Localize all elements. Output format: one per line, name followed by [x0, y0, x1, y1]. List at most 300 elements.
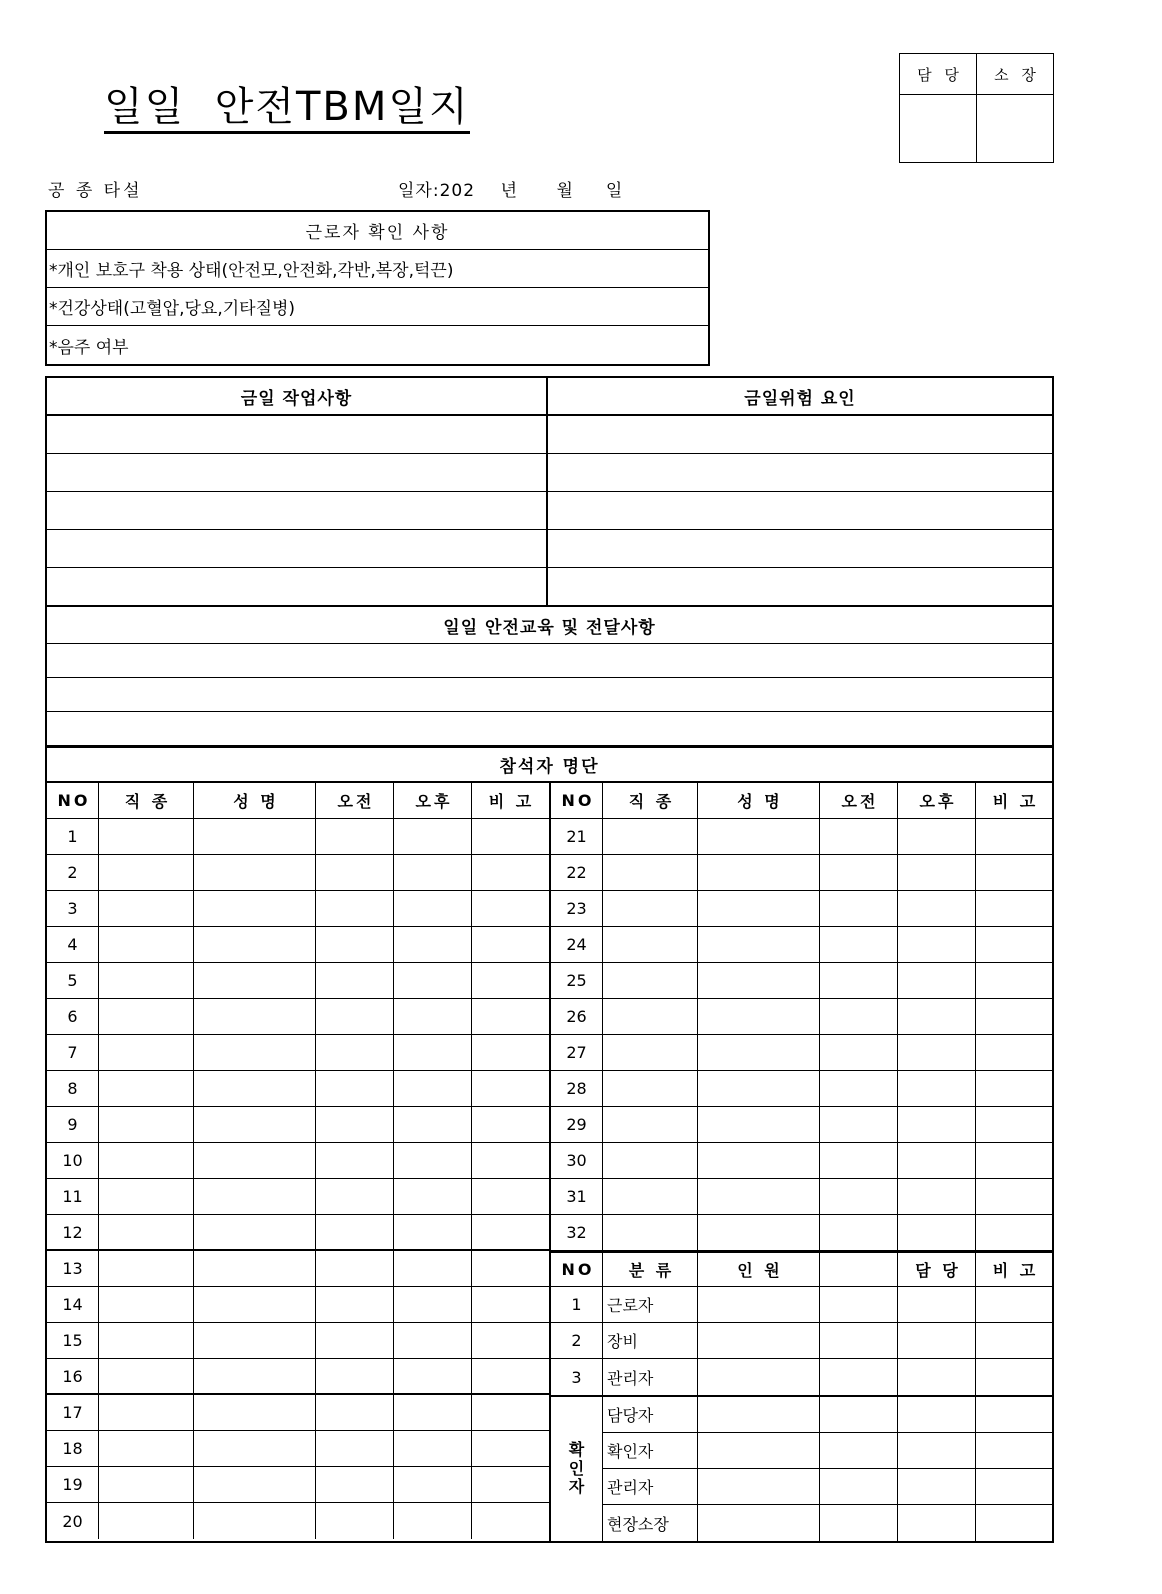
confirm-signature[interactable]	[698, 1469, 820, 1504]
attendee-name[interactable]	[194, 1107, 316, 1142]
attendee-name[interactable]	[194, 1323, 316, 1358]
attendee-remark[interactable]	[976, 1215, 1052, 1250]
attendee-grid	[47, 783, 1052, 1541]
attendee-row	[47, 1431, 549, 1467]
attendee-no: 13	[47, 1251, 99, 1286]
attendee-am[interactable]	[316, 927, 394, 962]
attendee-remark[interactable]	[472, 1359, 548, 1393]
attendee-row	[47, 1503, 549, 1539]
attendee-am[interactable]	[820, 1179, 898, 1214]
attendee-job[interactable]	[603, 927, 698, 962]
attendee-name[interactable]	[698, 891, 820, 926]
summary-col-header-blank	[820, 1253, 898, 1286]
attendee-pm[interactable]	[394, 1179, 472, 1214]
attendee-left-header-row	[47, 783, 549, 819]
summary-col-header-remark: 비 고	[992, 1261, 1039, 1280]
attendee-job[interactable]	[99, 819, 194, 854]
attendee-name[interactable]	[194, 1035, 316, 1070]
attendee-pm[interactable]	[898, 1035, 976, 1070]
approval-stamp-box	[899, 53, 1054, 163]
hazard-today-cell[interactable]	[548, 492, 1052, 529]
confirm-role: 담당자	[603, 1397, 698, 1432]
attendee-am[interactable]	[820, 1107, 898, 1142]
attendee-name[interactable]	[194, 819, 316, 854]
worker-check-item-ppe: *개인 보호구 착용 상태(안전모,안전화,각반,복장,턱끈)	[47, 250, 708, 288]
confirm-incharge[interactable]	[898, 1397, 976, 1432]
attendee-no: 19	[47, 1467, 99, 1502]
attendee-no: 5	[47, 963, 99, 998]
attendee-remark[interactable]	[472, 1251, 548, 1286]
work-hazard-header-row	[47, 378, 1052, 416]
attendee-job[interactable]	[99, 1323, 194, 1358]
attendee-name[interactable]	[194, 1215, 316, 1249]
attendee-remark[interactable]	[976, 1071, 1052, 1106]
attendee-remark[interactable]	[472, 1143, 548, 1178]
confirm-blank[interactable]	[820, 1505, 898, 1541]
confirm-role: 관리자	[603, 1469, 698, 1504]
work-today-cell[interactable]	[47, 416, 548, 453]
attendee-job[interactable]	[99, 1395, 194, 1430]
attendee-remark[interactable]	[472, 1467, 548, 1502]
col-header-am: 오전	[316, 783, 394, 818]
work-type-label: 공 종 타설	[48, 181, 143, 201]
attendee-remark[interactable]	[976, 891, 1052, 926]
attendee-row	[551, 1035, 1052, 1071]
attendee-job[interactable]	[99, 1035, 194, 1070]
attendee-row	[551, 855, 1052, 891]
attendee-remark[interactable]	[976, 855, 1052, 890]
attendee-name[interactable]	[698, 1107, 820, 1142]
date-label: 일자:202 년 월 일	[398, 181, 624, 201]
attendee-am[interactable]	[820, 927, 898, 962]
attendee-pm[interactable]	[898, 1143, 976, 1178]
attendee-remark[interactable]	[976, 963, 1052, 998]
worker-check-item-alcohol: *음주 여부	[49, 337, 129, 358]
attendee-pm[interactable]	[394, 1107, 472, 1142]
work-today-cell[interactable]	[47, 492, 548, 529]
attendee-pm[interactable]	[394, 1467, 472, 1502]
attendee-remark[interactable]	[472, 891, 548, 926]
hazard-today-cell[interactable]	[548, 454, 1052, 491]
summary-count[interactable]	[698, 1287, 820, 1322]
summary-incharge[interactable]	[898, 1323, 976, 1358]
attendee-job[interactable]	[603, 1215, 698, 1250]
attendee-name[interactable]	[698, 1179, 820, 1214]
attendee-name[interactable]	[698, 999, 820, 1034]
summary-blank[interactable]	[820, 1287, 898, 1322]
education-row[interactable]	[47, 678, 1052, 712]
col-header-remark: 비 고	[992, 792, 1039, 811]
attendee-row	[551, 1107, 1052, 1143]
attendee-pm[interactable]	[898, 927, 976, 962]
attendee-am[interactable]	[316, 1323, 394, 1358]
attendee-name[interactable]	[698, 1071, 820, 1106]
attendee-job[interactable]	[99, 1215, 194, 1249]
work-hazard-row	[47, 454, 1052, 492]
attendee-name[interactable]	[194, 1503, 316, 1539]
summary-category: 근로자	[603, 1287, 698, 1322]
confirm-incharge[interactable]	[898, 1469, 976, 1504]
attendee-no: 1	[47, 819, 99, 854]
attendee-remark[interactable]	[472, 1287, 548, 1322]
work-hazard-row	[47, 530, 1052, 568]
attendee-pm[interactable]	[394, 1431, 472, 1466]
attendee-no: 17	[47, 1395, 99, 1430]
attendee-pm[interactable]	[394, 819, 472, 854]
attendee-row	[47, 855, 549, 891]
attendee-pm[interactable]	[394, 1503, 472, 1539]
attendee-no: 18	[47, 1431, 99, 1466]
col-header-pm: 오후	[898, 783, 976, 818]
confirm-blank[interactable]	[820, 1397, 898, 1432]
attendee-remark[interactable]	[472, 1071, 548, 1106]
attendee-job[interactable]	[99, 1431, 194, 1466]
confirm-blank[interactable]	[820, 1433, 898, 1468]
attendee-pm[interactable]	[898, 1071, 976, 1106]
attendee-job[interactable]	[603, 855, 698, 890]
attendee-remark[interactable]	[472, 819, 548, 854]
attendee-no: 2	[47, 855, 99, 890]
attendee-remark[interactable]	[976, 999, 1052, 1034]
confirm-remark[interactable]	[976, 1505, 1052, 1541]
attendee-job[interactable]	[99, 1251, 194, 1286]
attendee-am[interactable]	[316, 1287, 394, 1322]
attendee-am[interactable]	[820, 855, 898, 890]
attendee-name[interactable]	[698, 963, 820, 998]
attendee-row	[47, 1467, 549, 1503]
attendee-pm[interactable]	[898, 1107, 976, 1142]
attendee-pm[interactable]	[898, 819, 976, 854]
attendee-job[interactable]	[99, 1467, 194, 1502]
attendee-pm[interactable]	[394, 1359, 472, 1393]
work-hazard-row	[47, 492, 1052, 530]
attendee-am[interactable]	[316, 1143, 394, 1178]
attendee-name[interactable]	[194, 1071, 316, 1106]
work-today-header: 금일 작업사항	[47, 378, 548, 414]
attendee-am[interactable]	[820, 819, 898, 854]
attendee-remark[interactable]	[472, 855, 548, 890]
attendee-name[interactable]	[194, 1431, 316, 1466]
attendee-name[interactable]	[194, 999, 316, 1034]
attendee-remark[interactable]	[976, 1107, 1052, 1142]
attendee-name[interactable]	[698, 855, 820, 890]
attendee-pm[interactable]	[898, 999, 976, 1034]
page-title: 일일 안전TBM일지	[104, 86, 470, 134]
attendee-job[interactable]	[603, 1035, 698, 1070]
attendee-no: 8	[47, 1071, 99, 1106]
attendee-name[interactable]	[698, 1143, 820, 1178]
attendee-name[interactable]	[698, 1035, 820, 1070]
attendee-remark[interactable]	[976, 927, 1052, 962]
attendee-remark[interactable]	[472, 1107, 548, 1142]
attendee-no: 27	[551, 1035, 603, 1070]
attendee-pm[interactable]	[394, 963, 472, 998]
attendee-job[interactable]	[99, 999, 194, 1034]
attendee-row	[551, 891, 1052, 927]
attendee-pm[interactable]	[394, 855, 472, 890]
summary-remark[interactable]	[976, 1287, 1052, 1322]
hazard-today-cell[interactable]	[548, 416, 1052, 453]
attendee-name[interactable]	[194, 1287, 316, 1322]
confirm-block	[551, 1395, 1052, 1541]
attendee-am[interactable]	[316, 1431, 394, 1466]
summary-blank[interactable]	[820, 1323, 898, 1358]
attendee-pm[interactable]	[394, 1071, 472, 1106]
attendee-job[interactable]	[603, 1179, 698, 1214]
attendee-job[interactable]	[99, 1179, 194, 1214]
attendee-remark[interactable]	[472, 927, 548, 962]
attendee-job[interactable]	[99, 1143, 194, 1178]
attendee-row	[47, 1395, 549, 1431]
attendee-remark[interactable]	[472, 1503, 548, 1539]
attendee-row	[47, 999, 549, 1035]
attendee-row	[47, 1143, 549, 1179]
attendee-no: 12	[47, 1215, 99, 1249]
attendee-remark[interactable]	[472, 1431, 548, 1466]
hazard-today-header: 금일위험 요인	[744, 388, 856, 409]
confirm-row	[603, 1469, 1052, 1505]
attendee-job[interactable]	[603, 1107, 698, 1142]
attendee-pm[interactable]	[898, 1179, 976, 1214]
attendee-remark[interactable]	[472, 1179, 548, 1214]
attendee-job[interactable]	[99, 927, 194, 962]
attendee-pm[interactable]	[394, 1035, 472, 1070]
attendee-am[interactable]	[316, 1503, 394, 1539]
attendee-job[interactable]	[603, 999, 698, 1034]
attendee-no: 11	[47, 1179, 99, 1214]
attendee-name[interactable]	[194, 1467, 316, 1502]
attendee-remark[interactable]	[472, 999, 548, 1034]
summary-row	[551, 1287, 1052, 1323]
attendee-am[interactable]	[316, 1395, 394, 1430]
approval-signature-site-manager[interactable]	[977, 95, 1053, 162]
summary-incharge[interactable]	[898, 1287, 976, 1322]
attendee-pm[interactable]	[394, 999, 472, 1034]
work-hazard-row	[47, 416, 1052, 454]
attendee-pm[interactable]	[394, 1323, 472, 1358]
col-header-job: 직 종	[99, 783, 194, 818]
attendee-row	[47, 1323, 549, 1359]
main-form-table	[45, 376, 1054, 1543]
attendee-name[interactable]	[194, 1395, 316, 1430]
attendee-job[interactable]	[99, 1071, 194, 1106]
col-header-no: NO	[47, 783, 99, 818]
education-row[interactable]	[47, 712, 1052, 746]
attendee-remark[interactable]	[472, 1035, 548, 1070]
attendee-am[interactable]	[316, 819, 394, 854]
summary-incharge[interactable]	[898, 1359, 976, 1395]
confirm-remark[interactable]	[976, 1469, 1052, 1504]
summary-no: 3	[551, 1359, 603, 1395]
summary-category: 장비	[603, 1323, 698, 1358]
attendee-pm[interactable]	[394, 1251, 472, 1286]
attendee-name[interactable]	[194, 855, 316, 890]
col-header-name: 성 명	[194, 783, 316, 818]
summary-count[interactable]	[698, 1323, 820, 1358]
attendee-no: 31	[551, 1179, 603, 1214]
attendee-am[interactable]	[316, 1215, 394, 1249]
hazard-today-cell[interactable]	[548, 530, 1052, 567]
attendee-pm[interactable]	[898, 891, 976, 926]
attendee-name[interactable]	[698, 1215, 820, 1250]
attendee-name[interactable]	[194, 891, 316, 926]
attendee-name[interactable]	[194, 1359, 316, 1393]
attendee-job[interactable]	[99, 1107, 194, 1142]
attendee-pm[interactable]	[898, 963, 976, 998]
approval-signature-in-charge[interactable]	[900, 95, 977, 162]
summary-col-header-category: 분 류	[603, 1253, 698, 1286]
work-today-cell[interactable]	[47, 568, 548, 605]
summary-no: 2	[551, 1323, 603, 1358]
attendee-am[interactable]	[316, 999, 394, 1034]
confirm-signature[interactable]	[698, 1397, 820, 1432]
attendee-pm[interactable]	[898, 855, 976, 890]
col-header-job: 직 종	[603, 783, 698, 818]
attendee-job[interactable]	[99, 1503, 194, 1539]
confirm-label-char: 확	[568, 1440, 585, 1460]
attendee-am[interactable]	[316, 963, 394, 998]
attendee-row	[47, 1215, 549, 1251]
summary-remark[interactable]	[976, 1359, 1052, 1395]
col-header-no: NO	[551, 783, 603, 818]
attendee-am[interactable]	[820, 999, 898, 1034]
confirm-rows	[603, 1397, 1052, 1541]
work-today-cell[interactable]	[47, 454, 548, 491]
confirm-signature[interactable]	[698, 1433, 820, 1468]
work-today-cell[interactable]	[47, 530, 548, 567]
education-row[interactable]	[47, 644, 1052, 678]
attendee-row	[551, 819, 1052, 855]
attendee-am[interactable]	[316, 855, 394, 890]
attendee-pm[interactable]	[394, 927, 472, 962]
confirm-incharge[interactable]	[898, 1433, 976, 1468]
attendee-no: 15	[47, 1323, 99, 1358]
attendee-no: 10	[47, 1143, 99, 1178]
col-header-am: 오전	[820, 783, 898, 818]
attendee-row	[47, 1035, 549, 1071]
approval-header-site-manager: 소 장	[994, 65, 1040, 84]
col-header-pm: 오후	[394, 783, 472, 818]
confirm-vertical-label	[551, 1397, 603, 1541]
attendee-pm[interactable]	[394, 1287, 472, 1322]
attendee-remark[interactable]	[976, 1035, 1052, 1070]
summary-remark[interactable]	[976, 1323, 1052, 1358]
attendee-job[interactable]	[603, 819, 698, 854]
attendee-job[interactable]	[603, 1071, 698, 1106]
attendee-am[interactable]	[316, 1035, 394, 1070]
attendee-remark[interactable]	[472, 963, 548, 998]
attendee-remark[interactable]	[472, 1215, 548, 1249]
summary-row	[551, 1359, 1052, 1395]
attendee-no: 21	[551, 819, 603, 854]
attendee-list-header: 참석자 명단	[47, 746, 1052, 783]
attendee-am[interactable]	[820, 963, 898, 998]
attendee-no: 29	[551, 1107, 603, 1142]
attendee-row	[47, 891, 549, 927]
attendee-no: 7	[47, 1035, 99, 1070]
confirm-remark[interactable]	[976, 1433, 1052, 1468]
confirm-row	[603, 1505, 1052, 1541]
attendee-am[interactable]	[316, 1251, 394, 1286]
approval-header-row	[900, 54, 1053, 95]
attendee-remark[interactable]	[472, 1323, 548, 1358]
attendee-name[interactable]	[194, 1251, 316, 1286]
confirm-row	[603, 1433, 1052, 1469]
attendee-row	[47, 1179, 549, 1215]
attendee-row	[47, 1071, 549, 1107]
attendee-pm[interactable]	[898, 1215, 976, 1250]
confirm-incharge[interactable]	[898, 1505, 976, 1541]
attendee-name[interactable]	[698, 819, 820, 854]
attendee-row	[551, 927, 1052, 963]
attendee-row	[47, 1359, 549, 1395]
attendee-name[interactable]	[194, 963, 316, 998]
attendee-am[interactable]	[316, 891, 394, 926]
attendee-pm[interactable]	[394, 1395, 472, 1430]
confirm-role: 현장소장	[603, 1505, 698, 1541]
attendee-job[interactable]	[99, 891, 194, 926]
attendee-job[interactable]	[603, 891, 698, 926]
attendee-am[interactable]	[316, 1359, 394, 1393]
confirm-remark[interactable]	[976, 1397, 1052, 1432]
attendee-remark[interactable]	[976, 1143, 1052, 1178]
summary-col-header-incharge: 담 당	[898, 1253, 976, 1286]
meta-line	[48, 176, 708, 202]
col-header-name: 성 명	[698, 783, 820, 818]
attendee-pm[interactable]	[394, 891, 472, 926]
attendee-am[interactable]	[820, 891, 898, 926]
attendee-no: 16	[47, 1359, 99, 1393]
confirm-signature[interactable]	[698, 1505, 820, 1541]
summary-col-header-count: 인 원	[698, 1253, 820, 1286]
attendee-remark[interactable]	[472, 1395, 548, 1430]
summary-blank[interactable]	[820, 1359, 898, 1395]
attendee-left-block	[47, 783, 551, 1541]
summary-category: 관리자	[603, 1359, 698, 1395]
attendee-job[interactable]	[603, 1143, 698, 1178]
attendee-pm[interactable]	[394, 1215, 472, 1249]
attendee-row	[551, 963, 1052, 999]
attendee-job[interactable]	[99, 1359, 194, 1393]
attendee-am[interactable]	[316, 1179, 394, 1214]
attendee-job[interactable]	[99, 963, 194, 998]
attendee-name[interactable]	[698, 927, 820, 962]
attendee-am[interactable]	[820, 1035, 898, 1070]
attendee-remark[interactable]	[976, 1179, 1052, 1214]
hazard-today-cell[interactable]	[548, 568, 1052, 605]
attendee-job[interactable]	[603, 963, 698, 998]
attendee-no: 24	[551, 927, 603, 962]
summary-count[interactable]	[698, 1359, 820, 1395]
attendee-am[interactable]	[316, 1467, 394, 1502]
approval-signature-row	[900, 95, 1053, 162]
attendee-job[interactable]	[99, 855, 194, 890]
attendee-pm[interactable]	[394, 1143, 472, 1178]
attendee-job[interactable]	[99, 1287, 194, 1322]
attendee-no: 26	[551, 999, 603, 1034]
attendee-name[interactable]	[194, 927, 316, 962]
attendee-am[interactable]	[820, 1215, 898, 1250]
attendee-am[interactable]	[316, 1107, 394, 1142]
attendee-am[interactable]	[820, 1071, 898, 1106]
attendee-name[interactable]	[194, 1179, 316, 1214]
confirm-blank[interactable]	[820, 1469, 898, 1504]
attendee-am[interactable]	[820, 1143, 898, 1178]
work-hazard-row	[47, 568, 1052, 607]
attendee-name[interactable]	[194, 1143, 316, 1178]
attendee-am[interactable]	[316, 1071, 394, 1106]
attendee-remark[interactable]	[976, 819, 1052, 854]
